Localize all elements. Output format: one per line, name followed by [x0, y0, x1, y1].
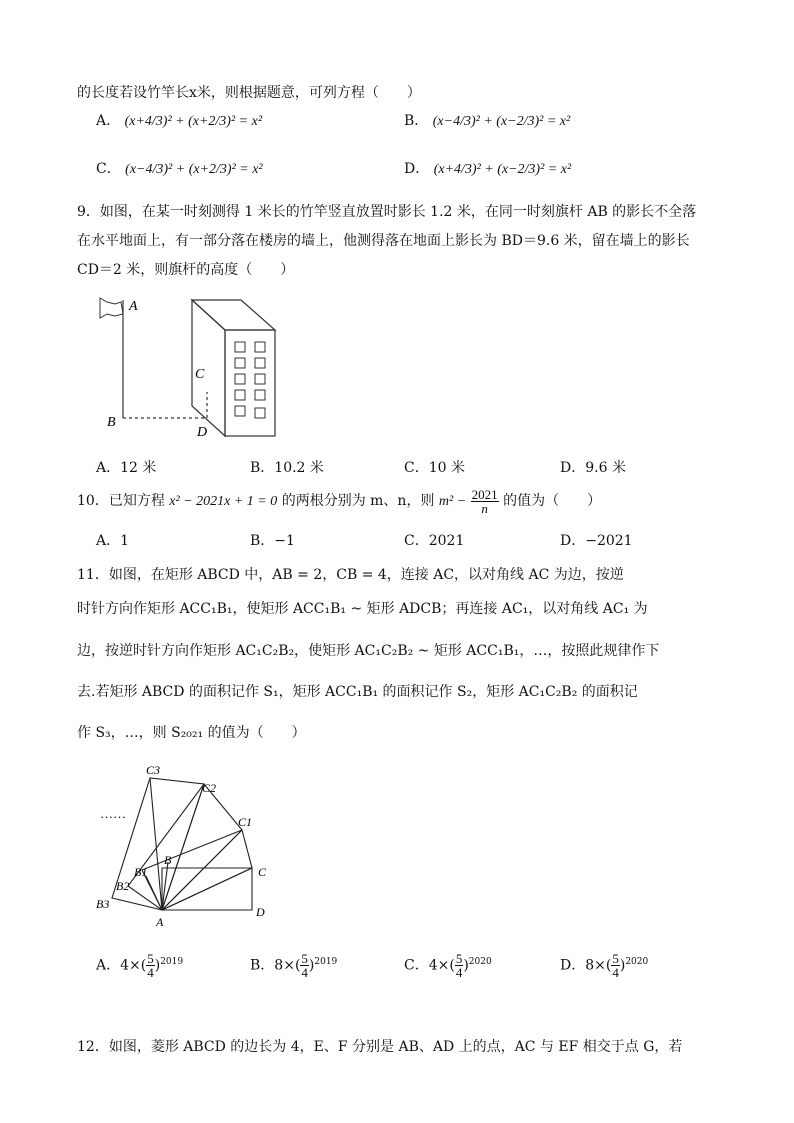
q11-option-a: A．4×( $\frac{5}{4}$ )$^{2019}$ — [96, 951, 184, 980]
q11-option-c-label: C． — [404, 957, 429, 974]
q11-option-a-coef: 4× — [120, 957, 141, 974]
q11-label-c3: C3 — [146, 763, 161, 777]
q9-line-1: 9．如图，在某一时刻测得 1 米长的竹竿竖直放置时影长 1.2 米，在同一时刻旗杆 AB 的影长不全落 — [77, 204, 697, 220]
q10-stem — [77, 487, 601, 516]
q11-figure — [90, 758, 290, 933]
q11-option-c-den: 4 — [455, 965, 463, 980]
q10-prefix: 10．已知方程 — [77, 493, 165, 509]
q10-middle: 的两根分别为 m、n，则 — [281, 493, 435, 509]
q11-label-b1: B1 — [134, 865, 148, 879]
q8-option-d-expr: (x+4/3)² + (x−2/3)² = x² — [433, 162, 572, 177]
q11-option-c-exp: 2020 — [468, 956, 492, 967]
q11-option-b-exp: 2019 — [314, 956, 338, 967]
q11-option-b-den: 4 — [301, 965, 308, 980]
q8-option-c — [96, 158, 263, 178]
q11-option-d-coef: 8× — [585, 957, 606, 974]
q11-label-b: B — [164, 853, 172, 867]
q11-option-d-den: 4 — [612, 965, 619, 980]
q9-label-c: C — [195, 367, 205, 382]
q8-option-a-expr: (x+4/3)² + (x+2/3)² = x² — [124, 114, 263, 129]
q11-line-1: 11．如图，在矩形 ABCD 中，AB = 2，CB = 4，连接 AC，以对角线 AC 为边，按逆 — [77, 567, 624, 583]
q11-option-b: B．8×( $\frac{5}{4}$ )$^{2019}$ — [250, 951, 338, 980]
flag-shape — [100, 298, 123, 318]
q9-option-a-text: 12 米 — [120, 460, 157, 476]
q10-option-c-text: 2021 — [428, 533, 465, 549]
q10-option-d-label: D． — [560, 533, 586, 549]
q8-option-b — [404, 110, 570, 130]
q11-option-c-coef: 4× — [428, 957, 450, 974]
q9-figure — [95, 290, 295, 450]
q10-option-d-text: −2021 — [585, 533, 633, 549]
q11-option-b-coef: 8× — [274, 957, 295, 974]
q8-option-b-expr: (x−4/3)² + (x−2/3)² = x² — [432, 114, 571, 129]
q8-option-d-label: D． — [404, 161, 430, 177]
q11-option-d-num: 5 — [612, 951, 619, 966]
q10-option-b-text: −1 — [274, 533, 295, 549]
q8-option-a-label: A． — [96, 113, 121, 129]
q8-option-b-label: B． — [404, 113, 429, 129]
q11-option-c: C．4×( $\frac{5}{4}$ )$^{2020}$ — [404, 951, 492, 980]
q11-rectangles — [112, 778, 252, 910]
q10-expr-left: m² − — [438, 494, 467, 509]
q11-option-c-num: 5 — [455, 951, 463, 966]
q11-dots: …… — [100, 806, 126, 821]
q9-option-d-text: 9.6 米 — [585, 460, 626, 476]
q11-line-2: 时针方向作矩形 ACC₁B₁，使矩形 ACC₁B₁ ~ 矩形 ADCB；再连接 AC₁，以对角线 AC₁ 为 — [77, 601, 648, 617]
q10-option-a-label: A． — [96, 533, 121, 549]
q8-option-d — [404, 158, 571, 178]
q9-label-a: A — [129, 299, 138, 314]
q8-option-c-expr: (x−4/3)² + (x+2/3)² = x² — [125, 162, 263, 177]
q11-option-d: D．8×( $\frac{5}{4}$ )$^{2020}$ — [560, 951, 649, 980]
building-top-face — [192, 300, 275, 330]
q11-option-a-num: 5 — [147, 951, 154, 966]
q8-option-c-label: C． — [96, 161, 121, 177]
q9-option-d — [560, 457, 626, 477]
building-front-face — [225, 330, 275, 436]
q10-option-c — [404, 530, 464, 550]
q9-option-a — [96, 457, 156, 477]
q9-label-d: D — [197, 425, 208, 440]
q9-option-b — [250, 457, 324, 477]
q10-fraction — [471, 488, 499, 515]
building-windows — [235, 342, 265, 418]
q10-option-a — [96, 530, 129, 550]
q10-option-d — [560, 530, 633, 550]
q10-option-a-text: 1 — [120, 533, 130, 549]
q11-label-a: A — [156, 915, 164, 929]
q9-option-a-label: A． — [96, 460, 121, 476]
q11-option-a-label: A． — [96, 957, 121, 974]
q9-line-3: CD＝2 米，则旗杆的高度（ ） — [77, 262, 295, 278]
q11-line-5: 作 S₃，…，则 S₂₀₂₁ 的值为（ ） — [77, 725, 306, 741]
q10-option-c-label: C． — [404, 533, 429, 549]
q11-option-b-num: 5 — [301, 951, 308, 966]
q11-label-c2: C2 — [202, 781, 217, 795]
q10-suffix: 的值为（ ） — [503, 493, 602, 509]
q9-option-c — [404, 457, 465, 477]
q11-label-b3: B3 — [96, 897, 110, 911]
q10-fraction-num: 2021 — [471, 486, 498, 502]
q11-line-3: 边，按逆时针方向作矩形 AC₁C₂B₂，使矩形 AC₁C₂B₂ ~ 矩形 ACC₁B₁，…，按照此规律作下 — [77, 643, 660, 659]
q9-option-d-label: D． — [560, 460, 586, 476]
q9-option-b-text: 10.2 米 — [274, 460, 324, 476]
q8-stem-tail: 的长度若设竹竿长x米，则根据题意，可列方程（ ） — [77, 85, 421, 101]
q10-equation: x² − 2021x + 1 = 0 — [169, 494, 278, 509]
q11-option-a-den: 4 — [147, 965, 154, 980]
q10-fraction-den: n — [481, 500, 488, 516]
q11-option-d-exp: 2020 — [625, 956, 649, 967]
q11-option-a-exp: 2019 — [160, 956, 184, 967]
q9-label-b: B — [107, 415, 116, 430]
q9-option-c-text: 10 米 — [428, 460, 465, 476]
q9-option-c-label: C． — [404, 460, 429, 476]
q9-line-2: 在水平地面上，有一部分落在楼房的墙上，他测得落在地面上影长为 BD＝9.6 米，留在墙上的影长 — [77, 233, 690, 249]
q11-label-d: D — [256, 905, 265, 919]
q10-option-b — [250, 530, 295, 550]
q11-label-c1: C1 — [238, 815, 253, 829]
q11-option-b-label: B． — [250, 957, 275, 974]
q11-option-d-label: D． — [560, 957, 586, 974]
q10-option-b-label: B． — [250, 533, 275, 549]
q11-line-4: 去.若矩形 ABCD 的面积记作 S₁，矩形 ACC₁B₁ 的面积记作 S₂，矩形 AC₁C₂B₂ 的面积记 — [77, 684, 638, 700]
q8-option-a — [96, 110, 262, 130]
q12-line-1: 12．如图，菱形 ABCD 的边长为 4，E、F 分别是 AB、AD 上的点，AC 与 EF 相交于点 G，若 — [77, 1039, 683, 1055]
q11-label-b2: B2 — [116, 879, 130, 893]
q11-label-c: C — [258, 865, 267, 879]
q9-option-b-label: B． — [250, 460, 275, 476]
